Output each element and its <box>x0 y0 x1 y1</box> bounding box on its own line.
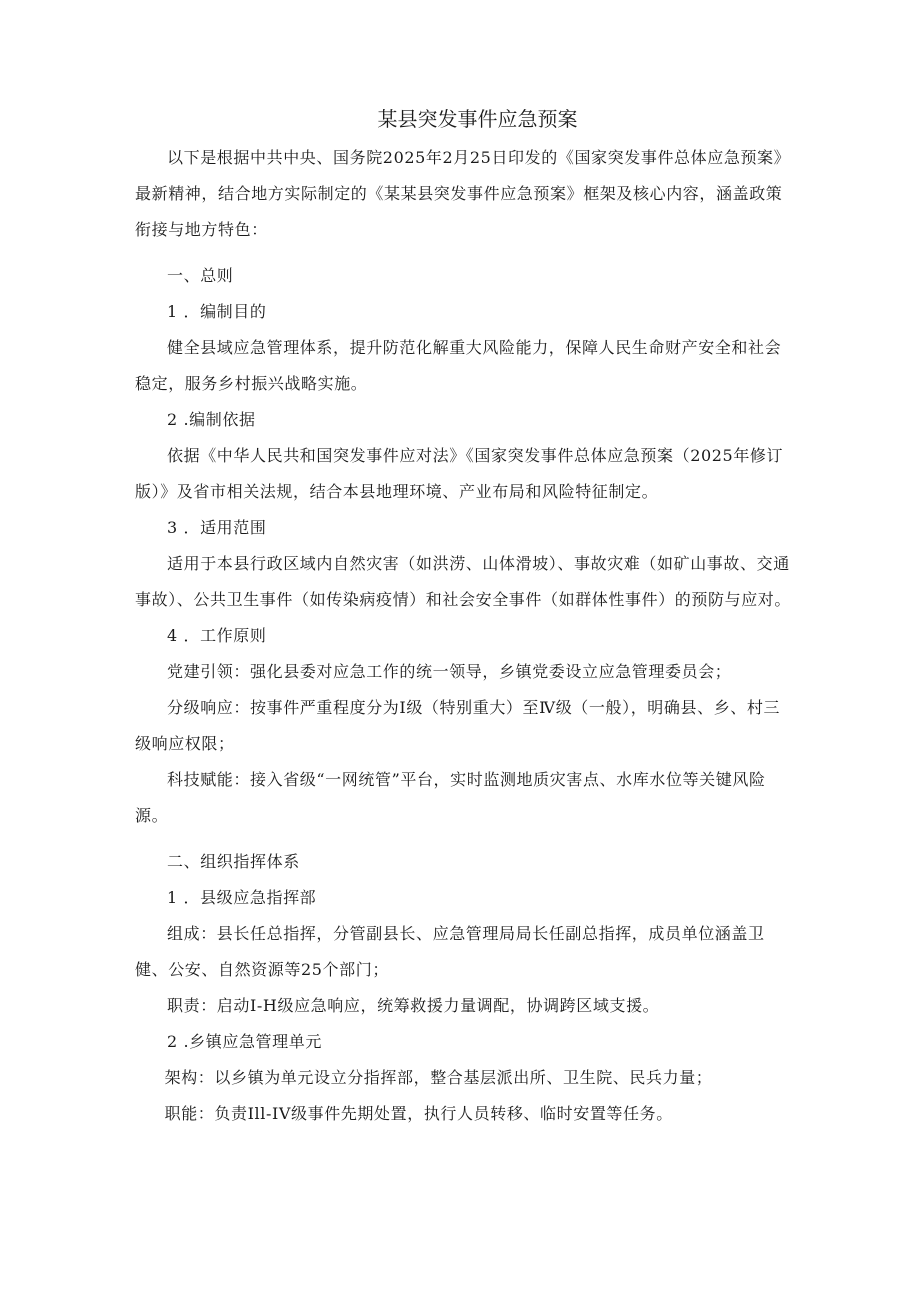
section-1-1-heading: 1 ．编制目的 <box>167 302 267 321</box>
section-2-1-paragraph-1: 组成：县长任总指挥，分管副县长、应急管理局局长任副总指挥，成员单位涵盖卫健、公安、自然资源等25个部门； <box>135 924 765 979</box>
intro-paragraph: 以下是根据中共中央、国务院2025年2月25日印发的《国家突发事件总体应急预案》最新精神，结合地方实际制定的《某某县突发事件应急预案》框架及核心内容，涵盖政策衔接与地方特色： <box>135 148 791 239</box>
section-1-4-paragraph-3: 科技赋能：接入省级“一网统管”平台，实时监测地质灾害点、水库水位等关键风险源。 <box>135 770 766 825</box>
section-1-2-heading: 2 .编制依据 <box>167 410 256 429</box>
section-2-2-heading: 2 .乡镇应急管理单元 <box>167 1032 322 1051</box>
section-1-4-heading: 4 ．工作原则 <box>167 626 267 645</box>
document-title: 某县突发事件应急预案 <box>377 107 578 131</box>
section-2-2-paragraph-1: 架构：以乡镇为单元设立分指挥部，整合基层派出所、卫生院、民兵力量； <box>164 1068 713 1087</box>
section-1-2-text: 依据《中华人民共和国突发事件应对法》《国家突发事件总体应急预案（2025年修订版）》及省市相关法规，结合本县地理环境、产业布局和风险特征制定。 <box>135 446 784 501</box>
section-1-1-text: 健全县域应急管理体系，提升防范化解重大风险能力，保障人民生命财产安全和社会稳定，服务乡村振兴战略实施。 <box>135 338 782 393</box>
section-1-3-text: 适用于本县行政区域内自然灾害（如洪涝、山体滑坡）、事故灾难（如矿山事故、交通事故）、公共卫生事件（如传染病疫情）和社会安全事件（如群体性事件）的预防与应对。 <box>135 554 792 609</box>
section-1-4-paragraph-1: 党建引领：强化县委对应急工作的统一领导，乡镇党委设立应急管理委员会； <box>167 662 732 681</box>
section-1-heading: 一、总则 <box>167 266 234 285</box>
section-2-2-paragraph-2: 职能：负责Ill-IV级事件先期处置，执行人员转移、临时安置等任务。 <box>164 1104 673 1123</box>
section-2-1-heading: 1 ．县级应急指挥部 <box>167 888 317 907</box>
section-2-heading: 二、组织指挥体系 <box>167 852 300 871</box>
section-2-1-paragraph-2: 职责：启动I-H级应急响应，统筹救援力量调配，协调跨区域支援。 <box>167 996 660 1015</box>
section-1-4-paragraph-2: 分级响应：按事件严重程度分为I级（特别重大）至Ⅳ级（一般），明确县、乡、村三级响应权限； <box>135 698 781 753</box>
section-1-3-heading: 3 ．适用范围 <box>167 518 267 537</box>
